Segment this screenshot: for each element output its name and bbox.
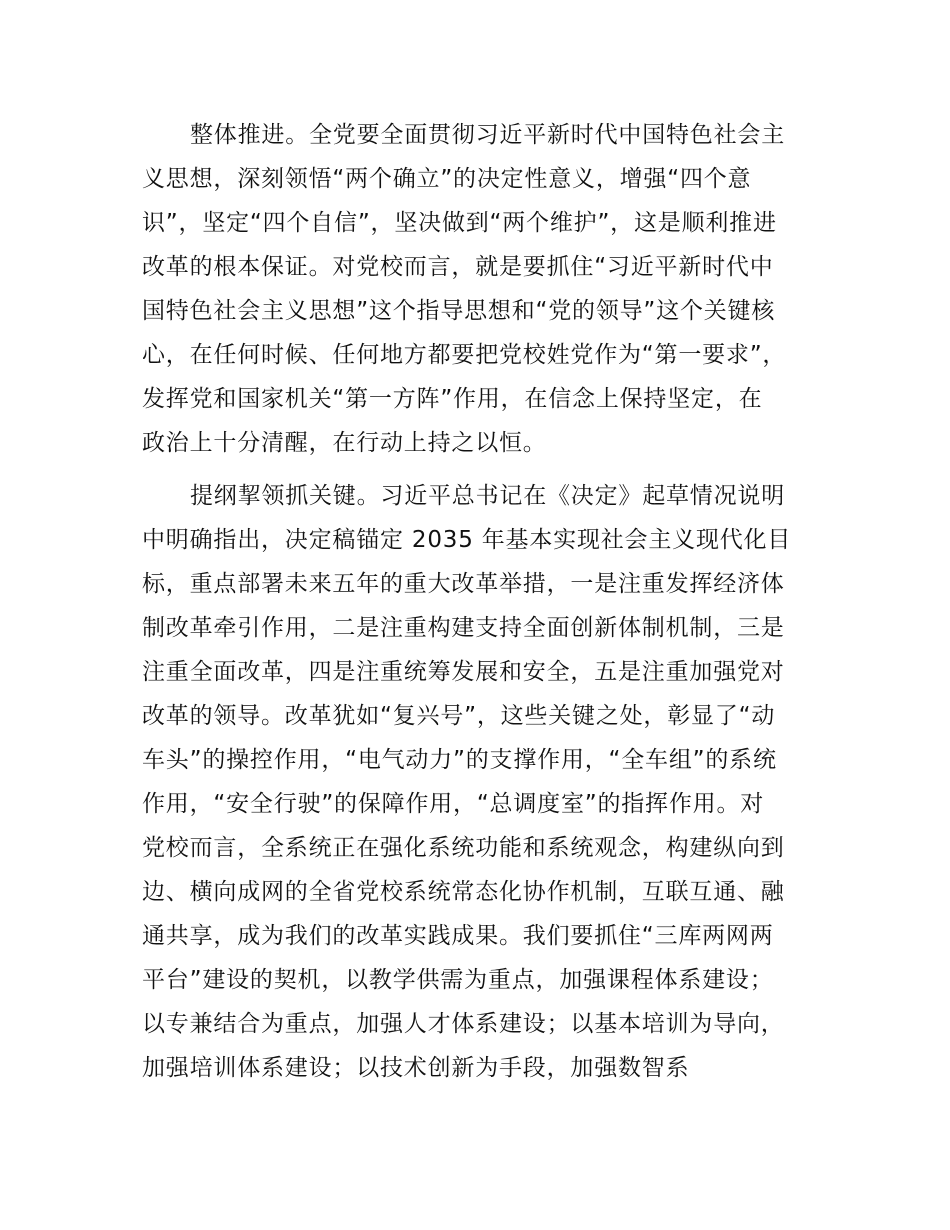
paragraph-1-line-4: 改革的根本保证。对党校而言，就是要抓住“习近平新时代中 <box>142 254 774 280</box>
paragraph-2-line-4: 制改革牵引作用，二是注重构建支持全面创新体制机制，三是 <box>142 615 785 641</box>
paragraph-2-line-14: 加强培训体系建设；以技术创新为手段，加强数智系 <box>142 1055 690 1081</box>
paragraph-1-line-7: 发挥党和国家机关“第一方阵”作用，在信念上保持坚定，在 <box>142 386 763 412</box>
paragraph-1-line-6: 心，在任何时候、任何地方都要把党校姓党作为“第一要求”， <box>142 342 787 368</box>
paragraph-2-line-6: 改革的领导。改革犹如“复兴号”，这些关键之处，彰显了“动 <box>142 703 776 729</box>
paragraph-2-line-10: 边、横向成网的全省党校系统常态化协作机制，互联互通、融 <box>142 879 785 905</box>
paragraph-2-line-11: 通共享，成为我们的改革实践成果。我们要抓住“三库两网两 <box>142 923 774 949</box>
paragraph-1-line-1: 整体推进。全党要全面贯彻习近平新时代中国特色社会主 <box>190 122 785 148</box>
paragraph-2-line-13: 以专兼结合为重点，加强人才体系建设；以基本培训为导向， <box>142 1011 785 1037</box>
paragraph-2-line-12: 平台”建设的契机，以教学供需为重点，加强课程体系建设； <box>142 967 774 993</box>
paragraph-2-line-7: 车头”的操控作用，“电气动力”的支撑作用，“全车组”的系统 <box>142 747 777 773</box>
paragraph-2-line-1: 提纲挈领抓关键。习近平总书记在《决定》起草情况说明 <box>190 483 785 509</box>
paragraph-2-line-5: 注重全面改革，四是注重统筹发展和安全，五是注重加强党对 <box>142 659 785 685</box>
paragraph-2-line-9: 党校而言，全系统正在强化系统功能和系统观念，构建纵向到 <box>142 835 785 861</box>
paragraph-2-line-2: 中明确指出，决定稿锚定 2035 年基本实现社会主义现代化目 <box>142 527 792 553</box>
paragraph-1-line-2: 义思想，深刻领悟“两个确立”的决定性意义，增强“四个意 <box>142 166 752 192</box>
paragraph-1-line-3: 识”，坚定“四个自信”，坚决做到“两个维护”，这是顺利推进 <box>142 210 777 236</box>
paragraph-1-line-8: 政治上十分清醒，在行动上持之以恒。 <box>142 430 547 456</box>
paragraph-2-line-8: 作用，“安全行驶”的保障作用，“总调度室”的指挥作用。对 <box>142 791 765 817</box>
paragraph-1-line-5: 国特色社会主义思想”这个指导思想和“党的领导”这个关键核 <box>142 298 776 324</box>
paragraph-2-line-3: 标，重点部署未来五年的重大改革举措，一是注重发挥经济体 <box>142 571 785 597</box>
